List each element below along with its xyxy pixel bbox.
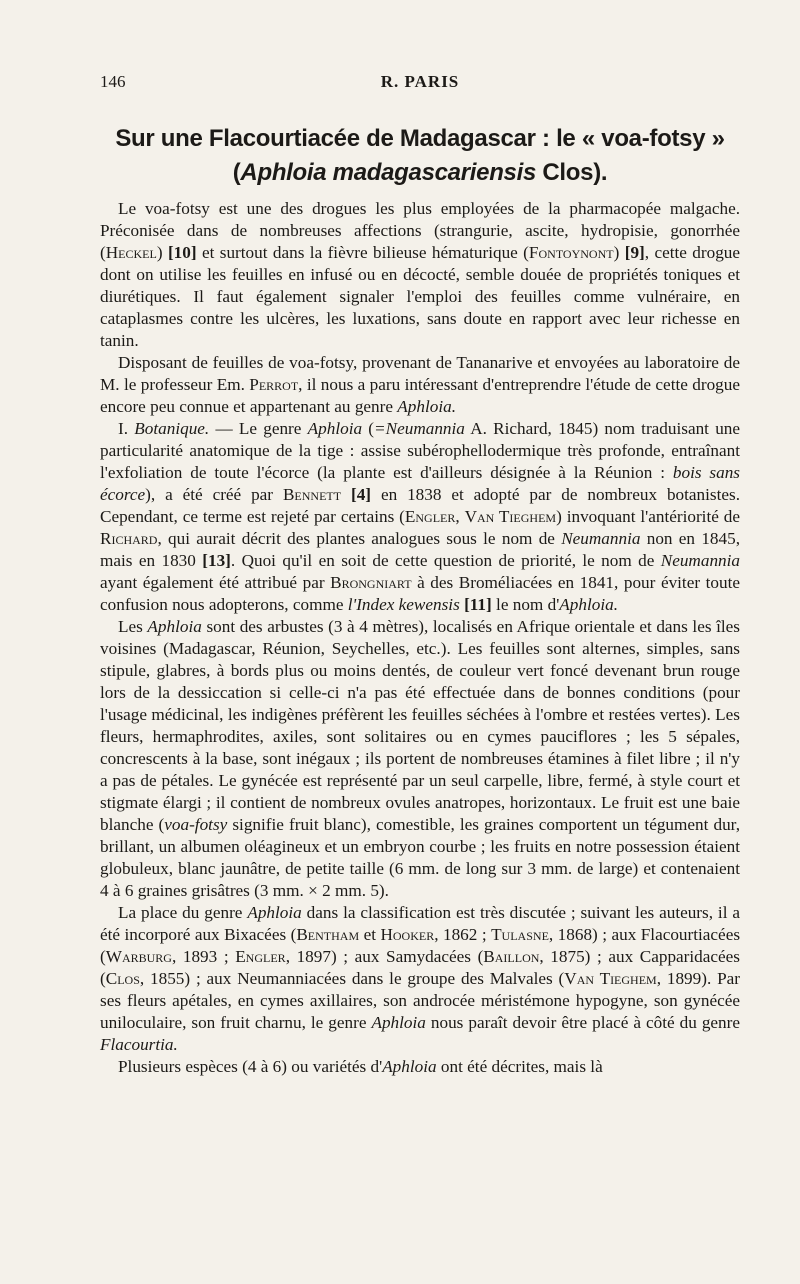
reference-number: [13] [202,551,231,570]
author-name: Van Tieghem [564,969,657,988]
italic-term: Aphloia. [397,397,457,416]
italic-term: Aphloia [382,1057,437,1076]
paragraph [100,902,740,1056]
text-run: et [359,925,381,944]
italic-term: Botanique. [134,419,210,438]
author-name: Tulasne [491,925,549,944]
text-run: ) [156,243,168,262]
author-name: Richard [100,529,158,548]
text-run: , il nous a paru intéressant d'entreprendre l'étude de cette drogue encore peu connue et appartenant au genre [100,375,740,416]
text-run: La place du genre [118,903,248,922]
text-run: signifie fruit blanc), comestible, les graines comportent un tégument dur, brillant, un albumen oléagineux et un embryon courbe ; les fruits en notre possession étaient globuleux, blanc jaunâtre, de petite taille (6 mm. de long sur 3 mm. de large) et contenaient 4 à 6 graines grisâtres (3 mm. × 2 mm. 5). [100,815,740,900]
author-name: Bentham [296,925,360,944]
author-name: Fontoynont [528,243,614,262]
italic-term: Flacourtia. [100,1035,178,1054]
text-run: , 1855) ; aux Neumanniacées dans le groupe des Malvales ( [139,969,565,988]
text-run: , 1862 ; [434,925,492,944]
title-line-1: Sur une Flacourtiacée de Madagascar : le « voa-fotsy » [115,125,725,152]
text-run: non en 1845, mais en 1830 [100,529,740,570]
author-name: Van Tieghem [464,507,557,526]
text-run: en 1838 et adopté par de nombreux botanistes. Cependant, ce terme est rejeté par certains ( [100,485,740,526]
text-run: , 1899). Par ses fleurs apétales, en cymes axillaires, son androcée méristémone hypogyne, son gynécée uniloculaire, son fruit charnu, le genre [100,969,741,1032]
reference-number: [11] [464,595,492,614]
text-run: ), a été créé par [145,485,283,504]
author-name: Hooker [380,925,435,944]
text-run: ( [362,419,375,438]
text-run: , cette drogue dont on utilise les feuilles en infusé ou en décocté, semble douée de propriétés toniques et diurétiques. Il faut également signaler l'emploi des feuilles comme vulnéraire, en cataplasmes contre les ulcères, les luxations, sans doute en rapport avec leur richesse en tanin. [100,243,741,350]
italic-term: Aphloia [307,419,363,438]
text-run: A. Richard, 1845) nom traduisant une particularité anatomique de la tige : assise subérophellodermique très profonde, entraînant l'exfoliation de toute l'écorce (la plante est d'ailleurs désignée à la Réunion : [100,419,741,482]
text-run: . Quoi qu'il en soit de cette question de priorité, le nom de [230,551,661,570]
italic-term: =Neumannia [374,419,465,438]
italic-term: l'Index kewensis [347,595,460,614]
text-run: , 1893 ; [171,947,236,966]
author-name: Clos [105,969,140,988]
text-run: dans la classification est très discutée ; suivant les auteurs, il a été incorporé aux Bixacées ( [100,903,740,944]
italic-term: Aphloia [371,1013,426,1032]
paragraph [100,352,740,418]
text-run: Le voa-fotsy est une des drogues les plus employées de la pharmacopée malgache. Préconisée dans de nombreuses affections (strangurie, ascite, hydropisie, gonorrhée ( [100,199,740,262]
text-run: ayant également été attribué par [100,573,331,592]
text-run: Les [118,617,148,636]
title-line-2: (Aphloia madagascariensis Clos). [232,159,608,186]
text-run: Plusieurs espèces (4 à 6) ou variétés d' [118,1057,383,1076]
running-head [100,72,740,96]
text-run: , 1875) ; aux Capparidacées ( [100,947,740,988]
italic-term: Aphloia. [559,595,619,614]
text-run: I. [118,419,135,438]
text-run: ont été décrites, mais là [436,1057,603,1076]
italic-term: Aphloia [247,903,302,922]
author-name: Bennett [282,485,342,504]
italic-term: Neumannia [660,551,740,570]
text-run: , 1897) ; aux Samydacées ( [285,947,484,966]
text-run [341,485,351,504]
author-name: Engler [404,507,456,526]
running-author: R. PARIS [380,72,460,91]
reference-number: [10] [167,243,197,262]
text-run: ) invoquant l'antériorité de [556,507,740,526]
author-name: Perrot [249,375,299,394]
italic-term: bois sans écorce [100,463,740,504]
text-run: — Le genre [209,419,308,438]
author-name: Baillon [483,947,540,966]
text-run: ) [613,243,625,262]
text-run: Disposant de feuilles de voa-fotsy, provenant de Tananarive et envoyées au laboratoire de M. le professeur Em. [100,353,740,394]
paragraph [100,1056,740,1078]
page-number: 146 [100,72,126,91]
title-species-name: Aphloia madagascariensis [240,159,537,186]
paragraph [100,418,740,616]
article-body [100,198,740,1078]
italic-term: Aphloia [147,617,202,636]
text-run: , [455,507,465,526]
article-title [100,122,740,190]
author-name: Engler [235,947,286,966]
author-name: Heckel [105,243,157,262]
author-name: Brongniart [330,573,412,592]
italic-term: voa-fotsy [164,815,228,834]
text-run: nous paraît devoir être placé à côté du genre [425,1013,740,1032]
paragraph [100,198,740,352]
reference-number: [4] [350,485,372,504]
reference-number: [9] [624,243,645,262]
text-run: sont des arbustes (3 à 4 mètres), localisés en Afrique orientale et dans les îles voisines (Madagascar, Réunion, Seychelles, etc.). Les feuilles sont alternes, simples, sans stipule, glabres, à bords plus ou moins dentés, de couleur vert foncé devenant brun rouge lors de la dessiccation si celle-ci n'a pas été effectuée dans de bonnes conditions (pour l'usage médicinal, les indigènes préfèrent les feuilles séchées à l'ombre et restées vertes). Les fleurs, hermaphrodites, axiles, sont solitaires ou en cymes pauciflores ; les 5 sépales, concrescents à la base, sont inégaux ; ils portent de nombreuses étamines à filet libre ; il n'y a pas de pétales. Le gynécée est représenté par un seul carpelle, libre, fermé, à style court et stigmate élargi ; il contient de nombreux ovules anatropes, horizontaux. Le fruit est une baie blanche ( [100,617,740,834]
text-run: , qui aurait décrit des plantes analogues sous le nom de [157,529,562,548]
text-run: le nom d' [491,595,560,614]
text-run: , 1868) ; aux Flacourtiacées ( [100,925,741,966]
text-run: à des Broméliacées en 1841, pour éviter toute confusion nous adopterons, comme [100,573,740,614]
italic-term: Neumannia [561,529,641,548]
paragraph [100,616,740,902]
text-run: et surtout dans la fièvre bilieuse hématurique ( [196,243,529,262]
author-name: Warburg [105,947,172,966]
